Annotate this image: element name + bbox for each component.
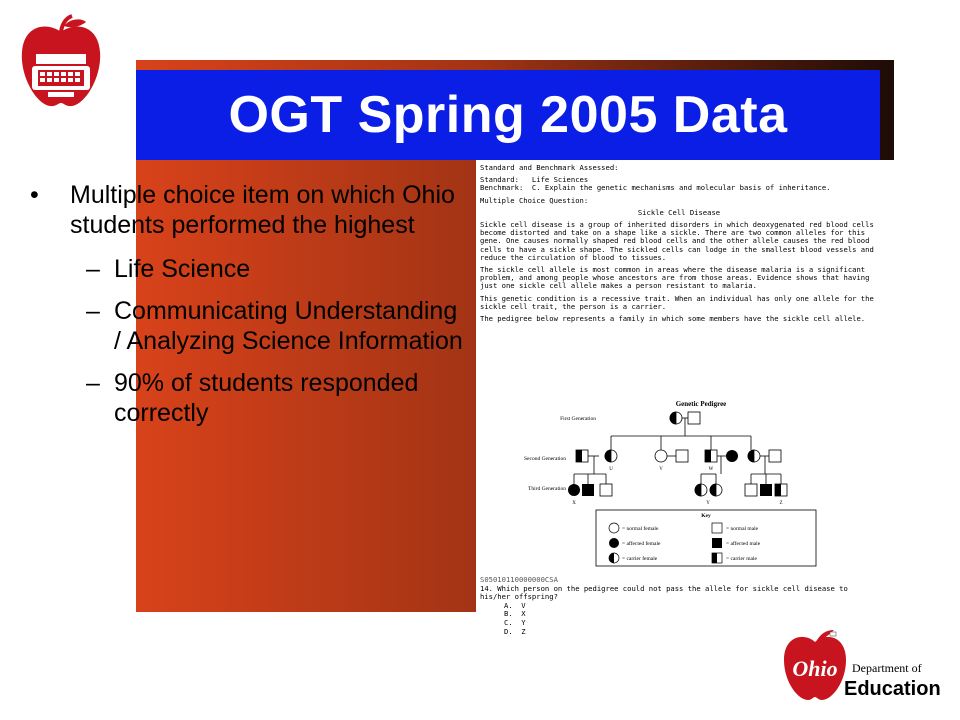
- dash-icon: –: [86, 369, 100, 397]
- label-w: W: [708, 467, 714, 472]
- pedigree-key: [596, 510, 816, 566]
- gen2-text: Second Generation: [524, 456, 566, 462]
- option-d: D. Z: [504, 626, 526, 636]
- gen3-carrier-female: [710, 484, 722, 496]
- ohio-script-text: Ohio: [792, 656, 838, 681]
- label-v: V: [659, 467, 663, 472]
- gen3-normal-male: [600, 484, 612, 496]
- sub-bullet-text: 90% of students responded correctly: [114, 369, 419, 427]
- option-c: C. Y: [504, 617, 526, 627]
- gen3-affected-male: [582, 484, 594, 496]
- label-u: U: [609, 467, 613, 472]
- title-banner: [136, 70, 880, 160]
- doc-standard: Standard: Life Sciences: [480, 175, 589, 185]
- doc-para4: The pedigree below represents a family in which some members have the sickle cell allele.: [480, 314, 866, 324]
- key-carrier-male: = carrier male: [726, 556, 757, 562]
- gen3-carrier-female-y: [695, 484, 707, 496]
- sub-bullet-text: Life Science: [114, 255, 251, 283]
- key-carrier-female: = carrier female: [622, 556, 658, 562]
- doc-heading: Standard and Benchmark Assessed:: [480, 163, 619, 172]
- gen2-normal-male: [676, 450, 688, 462]
- sub-bullet-text: Communicating Understanding / Analyzing Science Information: [114, 297, 463, 355]
- sub-bullet: [30, 296, 470, 356]
- sub-bullet-list: [30, 254, 470, 428]
- ohio-education-logo: [780, 624, 950, 704]
- gen2-normal-female-v: [655, 450, 667, 462]
- label-x: X: [572, 501, 576, 506]
- gen1-text: First Generation: [560, 416, 596, 422]
- gen2-affected-female: [726, 450, 738, 462]
- document-page: [476, 160, 880, 636]
- gen3-text: Third Generation: [527, 486, 566, 492]
- doc-para1: Sickle cell disease is a group of inherited disorders in which deoxygenated red blood cells become distorted and take on a shape like a sickle. There are two common alleles for this gene. One causes normally shaped red blood cells and the other allele causes the red blood cells to have a sickle shape. The sickled cells can lodge in the smallest blood vessels and reduce the circulation of blood to tissues.: [480, 220, 879, 262]
- pedigree-title: Genetic Pedigree: [675, 400, 727, 408]
- dash-icon: –: [86, 255, 100, 283]
- sub-bullet: [30, 368, 470, 428]
- key-affected-female: = affected female: [622, 541, 661, 547]
- main-bullet: [30, 180, 470, 240]
- doc-passage-title: Sickle Cell Disease: [637, 207, 721, 217]
- apple-school-logo: [18, 14, 104, 110]
- bullet-dot-icon: •: [30, 181, 39, 209]
- dept-label: Department of: [852, 661, 922, 675]
- doc-para3: This genetic condition is a recessive trait. When an individual has only one allele for the sickle cell trait, the person is a carrier.: [480, 293, 879, 311]
- key-normal-male: = normal male: [726, 526, 759, 532]
- dash-icon: –: [86, 297, 100, 325]
- slide-title: OGT Spring 2005 Data: [228, 86, 788, 144]
- gen2-carrier-female-u: [605, 450, 617, 462]
- gen1-label: [560, 416, 596, 422]
- sub-bullet: [30, 254, 470, 284]
- question-text: 14. Which person on the pedigree could not pass the allele for sickle cell disease to his/her offspring?: [480, 583, 848, 602]
- document-text: [480, 164, 878, 327]
- key-title: Key: [701, 513, 711, 519]
- genetic-pedigree-diagram: [524, 398, 866, 568]
- key-affected-male: = affected male: [726, 541, 761, 547]
- doc-benchmark: Benchmark: C. Explain the genetic mechanisms and molecular basis of inheritance.: [480, 183, 831, 193]
- gen3-affected-female-x: [568, 484, 580, 496]
- ohio-apple-icon: [780, 624, 850, 704]
- main-bullet-text: Multiple choice item on which Ohio students performed the highest: [70, 181, 455, 239]
- label-y: Y: [706, 501, 710, 506]
- option-b: B. X: [504, 609, 526, 619]
- doc-question-label: Multiple Choice Question:: [480, 195, 589, 205]
- gen3-normal-male-2: [745, 484, 757, 496]
- bullet-list: [30, 180, 470, 440]
- doc-para2: The sickle cell allele is most common in areas where the disease malaria is a significant problem, and among people whose ancestors are from those areas. Evidence shows that having just one sickle cell allele makes a person resistant to malaria.: [480, 265, 874, 291]
- gen1-carrier-female: [670, 412, 682, 424]
- gen1-normal-male: [688, 412, 700, 424]
- gen2-normal-male-2: [769, 450, 781, 462]
- option-a: A. V: [504, 600, 526, 610]
- gen2-carrier-female-2: [748, 450, 760, 462]
- key-normal-female: = normal female: [622, 526, 659, 532]
- gen3-label: [528, 486, 566, 492]
- education-label: Education: [844, 678, 941, 700]
- gen2-label: [524, 456, 566, 462]
- gen3-affected-male-z: [760, 484, 772, 496]
- item-id: S05010110000000CSA: [480, 575, 558, 584]
- test-item-document: [476, 160, 894, 636]
- label-z: Z: [779, 501, 783, 506]
